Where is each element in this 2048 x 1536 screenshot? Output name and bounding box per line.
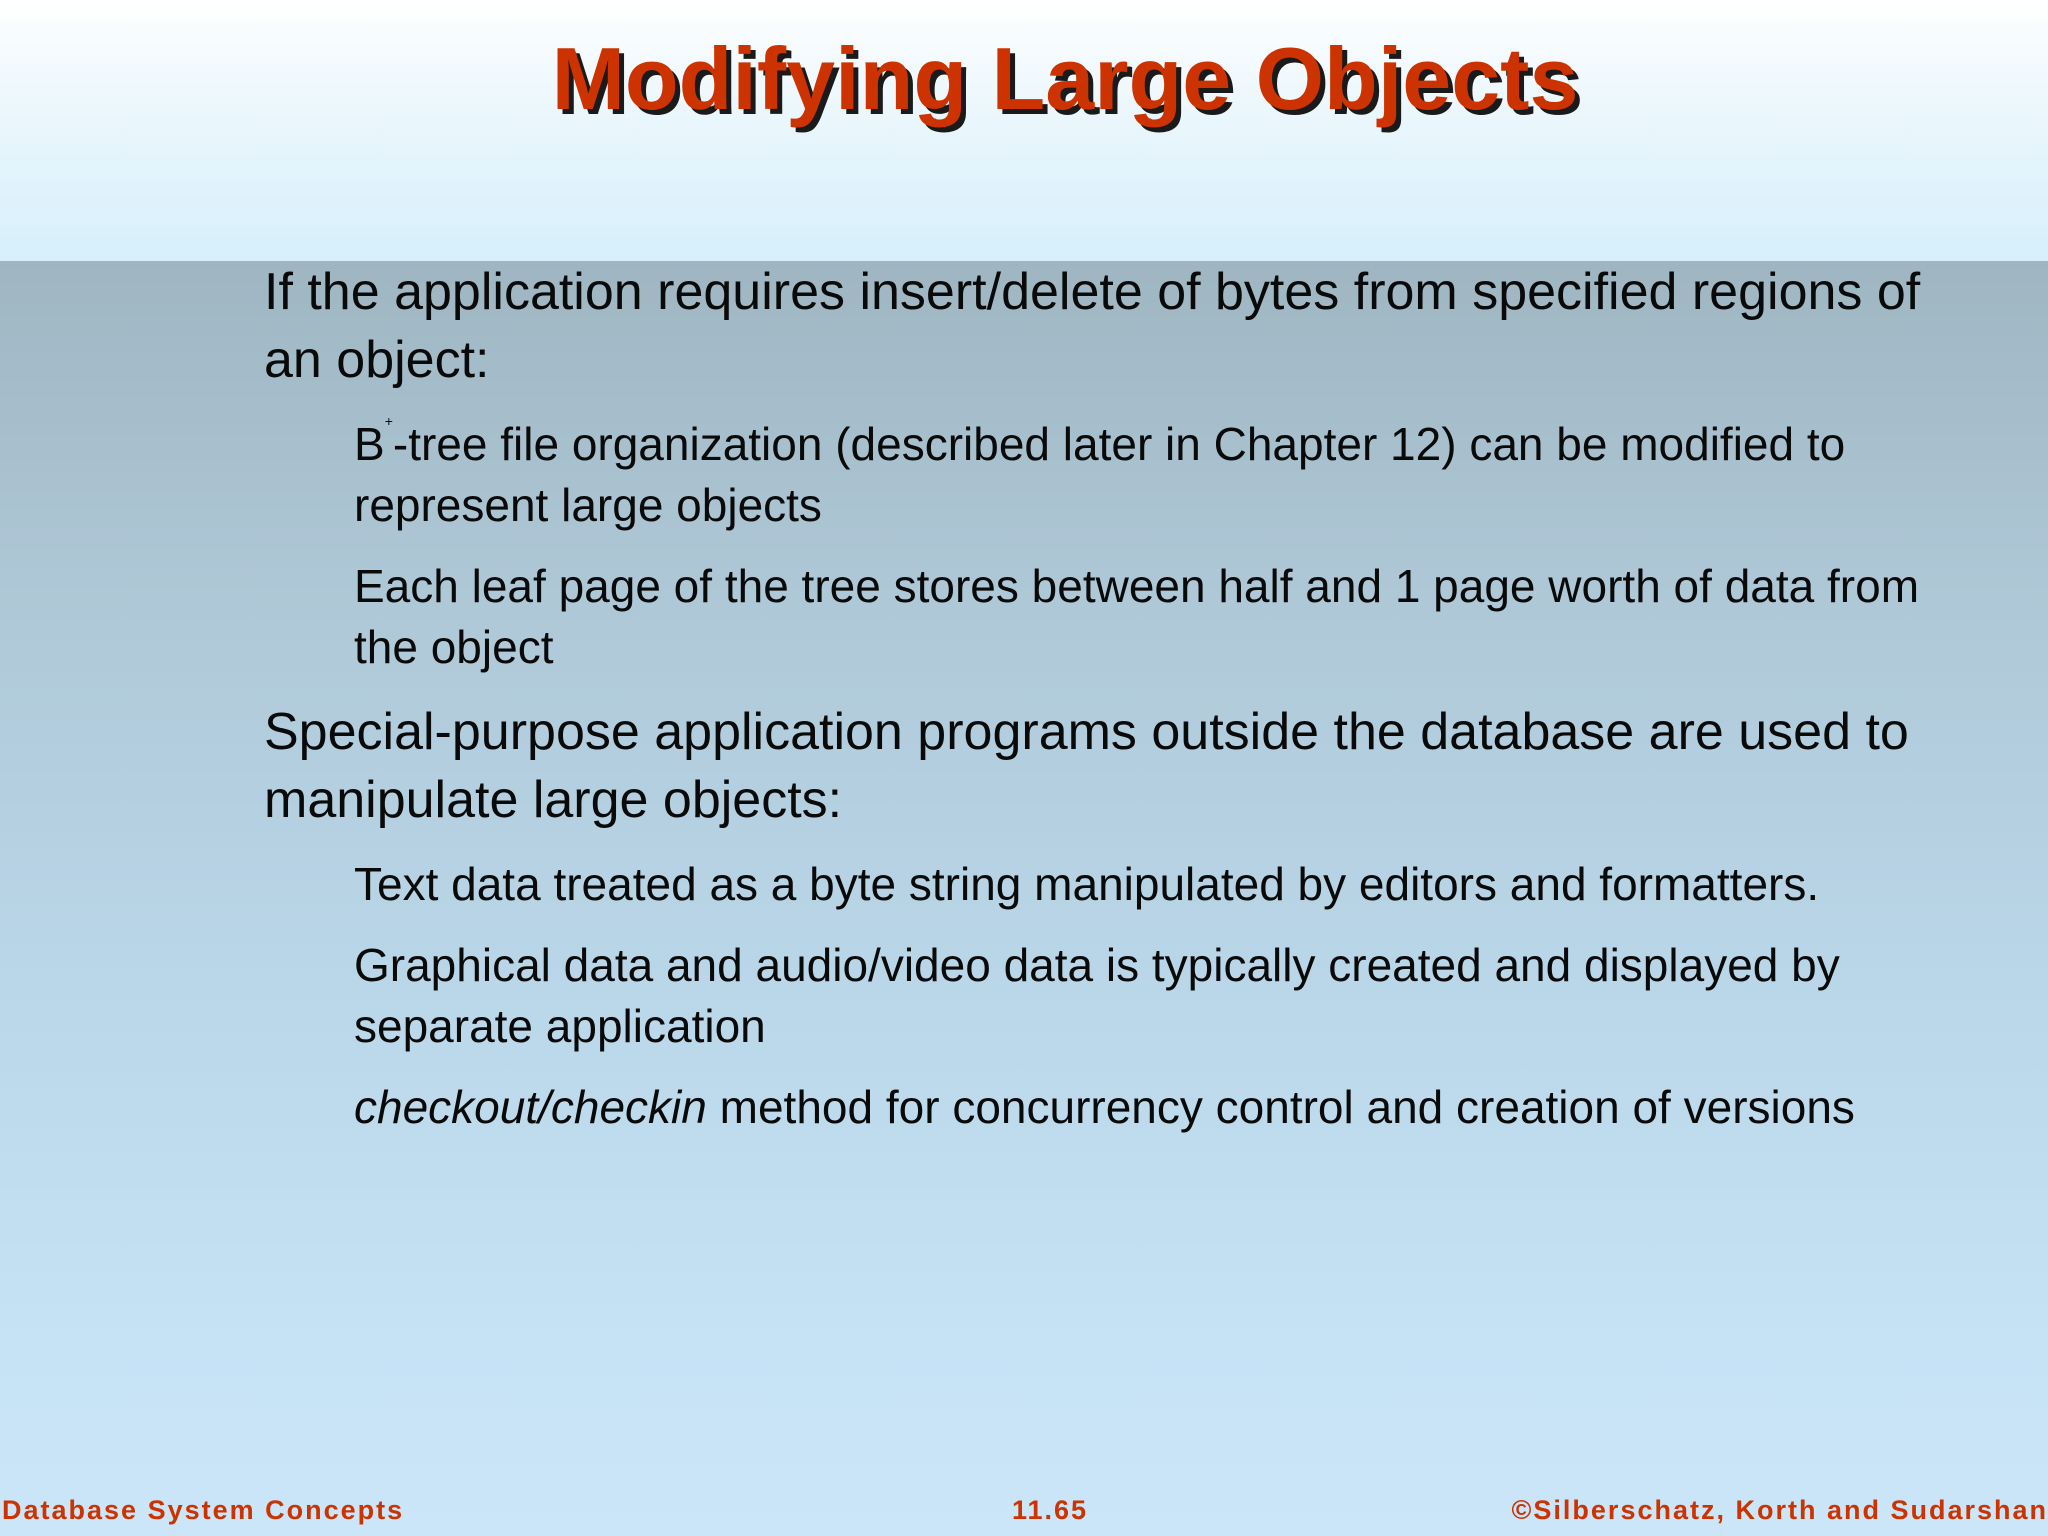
- bullet-2-sub-2: Graphical data and audio/video data is typically created and displayed by separate application: [354, 939, 1840, 1052]
- bullet-2-sub-1: Text data treated as a byte string manipulated by editors and formatters.: [354, 858, 1820, 910]
- bullet-1-sub-2: Each leaf page of the tree stores between half and 1 page worth of data from the object: [354, 560, 1920, 673]
- footer-book-title: Database System Concepts: [2, 1495, 405, 1525]
- bullet-1-sub-1-sup: +: [384, 413, 393, 429]
- bullet-2-sub-3-italic: checkout/checkin: [354, 1081, 707, 1133]
- bullet-2: Special-purpose application programs outside the database are used to manipulate large objects:: [264, 703, 1909, 829]
- footer-page-number: 11.65: [1012, 1495, 1089, 1525]
- bullet-1-sub-1: [354, 414, 1944, 536]
- bullet-1-sub-1-pre: B: [354, 418, 385, 470]
- bullet-1-sub-1-post: -tree file organization (described later in Chapter 12) can be modified to represent large objects: [354, 418, 1846, 531]
- bullet-2-sub-3: [354, 1077, 1944, 1138]
- slide-title: Modifying Large Objects: [551, 29, 1579, 128]
- bullet-2-sub-3-post: method for concurrency control and creation of versions: [706, 1081, 1855, 1133]
- bullet-1: If the application requires insert/delete of bytes from specified regions of an object:: [264, 263, 1921, 389]
- slide-content: [264, 258, 1944, 1158]
- footer-copyright: ©Silberschatz, Korth and Sudarshan: [1511, 1495, 2048, 1525]
